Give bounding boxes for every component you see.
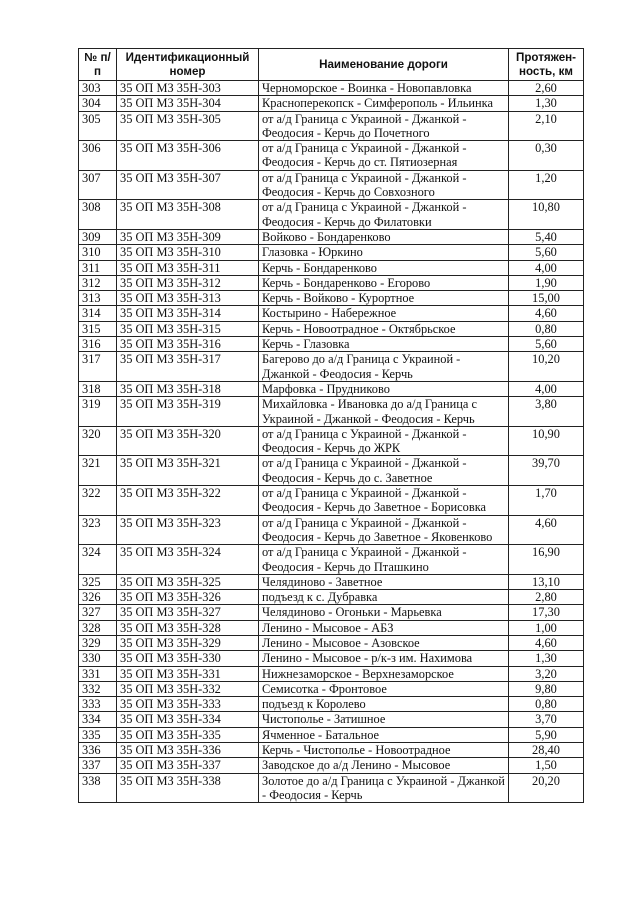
row-number: 313 [79,291,117,306]
road-length: 5,60 [509,245,584,260]
road-id: 35 ОП МЗ 35Н-320 [117,426,259,456]
road-id: 35 ОП МЗ 35Н-318 [117,381,259,396]
road-length: 3,20 [509,666,584,681]
road-length: 0,80 [509,697,584,712]
road-id: 35 ОП МЗ 35Н-305 [117,111,259,141]
road-id: 35 ОП МЗ 35Н-313 [117,291,259,306]
row-number: 318 [79,381,117,396]
road-length: 4,60 [509,306,584,321]
road-length: 1,30 [509,96,584,111]
row-number: 309 [79,229,117,244]
road-length: 10,20 [509,352,584,382]
road-id: 35 ОП МЗ 35Н-308 [117,200,259,230]
road-id: 35 ОП МЗ 35Н-310 [117,245,259,260]
road-name: подъезд к Королево [259,697,509,712]
table-row [79,426,584,456]
row-number: 305 [79,111,117,141]
row-number: 314 [79,306,117,321]
row-number: 326 [79,590,117,605]
road-id: 35 ОП МЗ 35Н-328 [117,620,259,635]
road-length: 1,30 [509,651,584,666]
road-name: от а/д Граница с Украиной - Джанкой - Феодосия - Керчь до Почетного [259,111,509,141]
road-id: 35 ОП МЗ 35Н-307 [117,170,259,200]
road-id: 35 ОП МЗ 35Н-325 [117,574,259,589]
road-name: Керчь - Войково - Курортное [259,291,509,306]
row-number: 312 [79,275,117,290]
road-length: 5,40 [509,229,584,244]
road-id: 35 ОП МЗ 35Н-304 [117,96,259,111]
row-number: 338 [79,773,117,803]
road-length: 10,80 [509,200,584,230]
table-row [79,397,584,427]
row-number: 306 [79,141,117,171]
row-number: 330 [79,651,117,666]
table-row [79,321,584,336]
road-name: от а/д Граница с Украиной - Джанкой - Феодосия - Керчь до ЖРК [259,426,509,456]
road-id: 35 ОП МЗ 35Н-329 [117,635,259,650]
road-length: 17,30 [509,605,584,620]
road-length: 0,80 [509,321,584,336]
row-number: 331 [79,666,117,681]
road-length: 1,20 [509,170,584,200]
row-number: 307 [79,170,117,200]
road-name: Марфовка - Прудниково [259,381,509,396]
road-length: 10,90 [509,426,584,456]
road-id: 35 ОП МЗ 35Н-311 [117,260,259,275]
road-name: Челядиново - Огоньки - Марьевка [259,605,509,620]
table-row [79,758,584,773]
road-id: 35 ОП МЗ 35Н-309 [117,229,259,244]
road-length: 1,50 [509,758,584,773]
road-id: 35 ОП МЗ 35Н-326 [117,590,259,605]
row-number: 304 [79,96,117,111]
table-row [79,381,584,396]
road-length: 1,90 [509,275,584,290]
road-name: от а/д Граница с Украиной - Джанкой - Феодосия - Керчь до с. Заветное [259,456,509,486]
table-row [79,81,584,96]
road-id: 35 ОП МЗ 35Н-335 [117,727,259,742]
table-row [79,291,584,306]
table-row [79,681,584,696]
row-number: 323 [79,515,117,545]
table-row [79,773,584,803]
row-number: 310 [79,245,117,260]
road-name: Семисотка - Фронтовое [259,681,509,696]
row-number: 321 [79,456,117,486]
row-number: 325 [79,574,117,589]
road-length: 5,60 [509,337,584,352]
road-id: 35 ОП МЗ 35Н-316 [117,337,259,352]
road-name: Черноморское - Воинка - Новопавловка [259,81,509,96]
header-num: № п/п [79,49,117,81]
header-code: Идентификационный номер [117,49,259,81]
road-name: Керчь - Новоотрадное - Октябрьское [259,321,509,336]
road-length: 0,30 [509,141,584,171]
road-id: 35 ОП МЗ 35Н-322 [117,486,259,516]
table-header-row [79,49,584,81]
road-id: 35 ОП МЗ 35Н-303 [117,81,259,96]
table-row [79,697,584,712]
road-name: Багерово до а/д Граница с Украиной - Джанкой - Феодосия - Керчь [259,352,509,382]
road-id: 35 ОП МЗ 35Н-337 [117,758,259,773]
header-name: Наименование дороги [259,49,509,81]
table-row [79,545,584,575]
road-id: 35 ОП МЗ 35Н-312 [117,275,259,290]
table-row [79,727,584,742]
road-length: 4,00 [509,381,584,396]
road-name: Ленино - Мысовое - Азовское [259,635,509,650]
row-number: 324 [79,545,117,575]
road-name: от а/д Граница с Украиной - Джанкой - Феодосия - Керчь до Совхозного [259,170,509,200]
table-row [79,456,584,486]
road-name: Ленино - Мысовое - АБЗ [259,620,509,635]
road-id: 35 ОП МЗ 35Н-323 [117,515,259,545]
road-length: 39,70 [509,456,584,486]
road-name: Ячменное - Батальное [259,727,509,742]
road-length: 4,60 [509,515,584,545]
table-row [79,260,584,275]
table-row [79,245,584,260]
road-id: 35 ОП МЗ 35Н-332 [117,681,259,696]
table-row [79,712,584,727]
table-row [79,590,584,605]
road-id: 35 ОП МЗ 35Н-327 [117,605,259,620]
road-name: Заводское до а/д Ленино - Мысовое [259,758,509,773]
row-number: 332 [79,681,117,696]
table-row [79,620,584,635]
road-length: 28,40 [509,743,584,758]
table-row [79,352,584,382]
table-row [79,635,584,650]
road-length: 2,80 [509,590,584,605]
table-row [79,200,584,230]
row-number: 322 [79,486,117,516]
row-number: 320 [79,426,117,456]
table-body [79,81,584,803]
table-row [79,574,584,589]
road-length: 5,90 [509,727,584,742]
road-length: 20,20 [509,773,584,803]
row-number: 333 [79,697,117,712]
row-number: 334 [79,712,117,727]
header-length: Протяжен-ность, км [509,49,584,81]
road-id: 35 ОП МЗ 35Н-319 [117,397,259,427]
road-length: 3,80 [509,397,584,427]
table-row [79,111,584,141]
table-row [79,666,584,681]
road-length: 16,90 [509,545,584,575]
table-row [79,229,584,244]
road-length: 3,70 [509,712,584,727]
row-number: 327 [79,605,117,620]
row-number: 328 [79,620,117,635]
row-number: 303 [79,81,117,96]
road-length: 15,00 [509,291,584,306]
road-name: от а/д Граница с Украиной - Джанкой - Феодосия - Керчь до ст. Пятиозерная [259,141,509,171]
roads-table [78,48,584,803]
table-row [79,275,584,290]
road-length: 1,00 [509,620,584,635]
road-name: Керчь - Бондаренково - Егорово [259,275,509,290]
road-name: от а/д Граница с Украиной - Джанкой - Феодосия - Керчь до Филатовки [259,200,509,230]
road-length: 4,60 [509,635,584,650]
road-name: Нижнезаморское - Верхнезаморское [259,666,509,681]
road-length: 4,00 [509,260,584,275]
road-name: Ленино - Мысовое - р/к-з им. Нахимова [259,651,509,666]
road-name: Костырино - Набережное [259,306,509,321]
row-number: 337 [79,758,117,773]
table-row [79,337,584,352]
road-name: от а/д Граница с Украиной - Джанкой - Феодосия - Керчь до Заветное - Борисовка [259,486,509,516]
road-name: от а/д Граница с Украиной - Джанкой - Феодосия - Керчь до Заветное - Яковенково [259,515,509,545]
road-name: Челядиново - Заветное [259,574,509,589]
road-id: 35 ОП МЗ 35Н-331 [117,666,259,681]
row-number: 311 [79,260,117,275]
road-name: Золотое до а/д Граница с Украиной - Джанкой - Феодосия - Керчь [259,773,509,803]
road-name: Керчь - Глазовка [259,337,509,352]
road-id: 35 ОП МЗ 35Н-315 [117,321,259,336]
row-number: 315 [79,321,117,336]
table-row [79,743,584,758]
row-number: 308 [79,200,117,230]
table-row [79,486,584,516]
road-id: 35 ОП МЗ 35Н-333 [117,697,259,712]
road-id: 35 ОП МЗ 35Н-330 [117,651,259,666]
row-number: 319 [79,397,117,427]
road-id: 35 ОП МЗ 35Н-306 [117,141,259,171]
row-number: 336 [79,743,117,758]
road-id: 35 ОП МЗ 35Н-336 [117,743,259,758]
road-id: 35 ОП МЗ 35Н-314 [117,306,259,321]
road-name: Чистополье - Затишное [259,712,509,727]
road-id: 35 ОП МЗ 35Н-321 [117,456,259,486]
table-row [79,651,584,666]
road-name: Керчь - Бондаренково [259,260,509,275]
road-length: 2,60 [509,81,584,96]
row-number: 329 [79,635,117,650]
table-row [79,141,584,171]
table-row [79,515,584,545]
road-name: от а/д Граница с Украиной - Джанкой - Феодосия - Керчь до Пташкино [259,545,509,575]
road-name: Михайловка - Ивановка до а/д Граница с Украиной - Джанкой - Феодосия - Керчь [259,397,509,427]
table-row [79,306,584,321]
road-name: подъезд к с. Дубравка [259,590,509,605]
road-length: 1,70 [509,486,584,516]
road-length: 9,80 [509,681,584,696]
road-id: 35 ОП МЗ 35Н-334 [117,712,259,727]
row-number: 317 [79,352,117,382]
table-row [79,96,584,111]
road-id: 35 ОП МЗ 35Н-317 [117,352,259,382]
road-name: Красноперекопск - Симферополь - Ильинка [259,96,509,111]
table-row [79,605,584,620]
table-row [79,170,584,200]
road-id: 35 ОП МЗ 35Н-338 [117,773,259,803]
road-name: Керчь - Чистополье - Новоотрадное [259,743,509,758]
row-number: 316 [79,337,117,352]
road-id: 35 ОП МЗ 35Н-324 [117,545,259,575]
road-name: Войково - Бондаренково [259,229,509,244]
road-name: Глазовка - Юркино [259,245,509,260]
row-number: 335 [79,727,117,742]
road-length: 13,10 [509,574,584,589]
road-length: 2,10 [509,111,584,141]
